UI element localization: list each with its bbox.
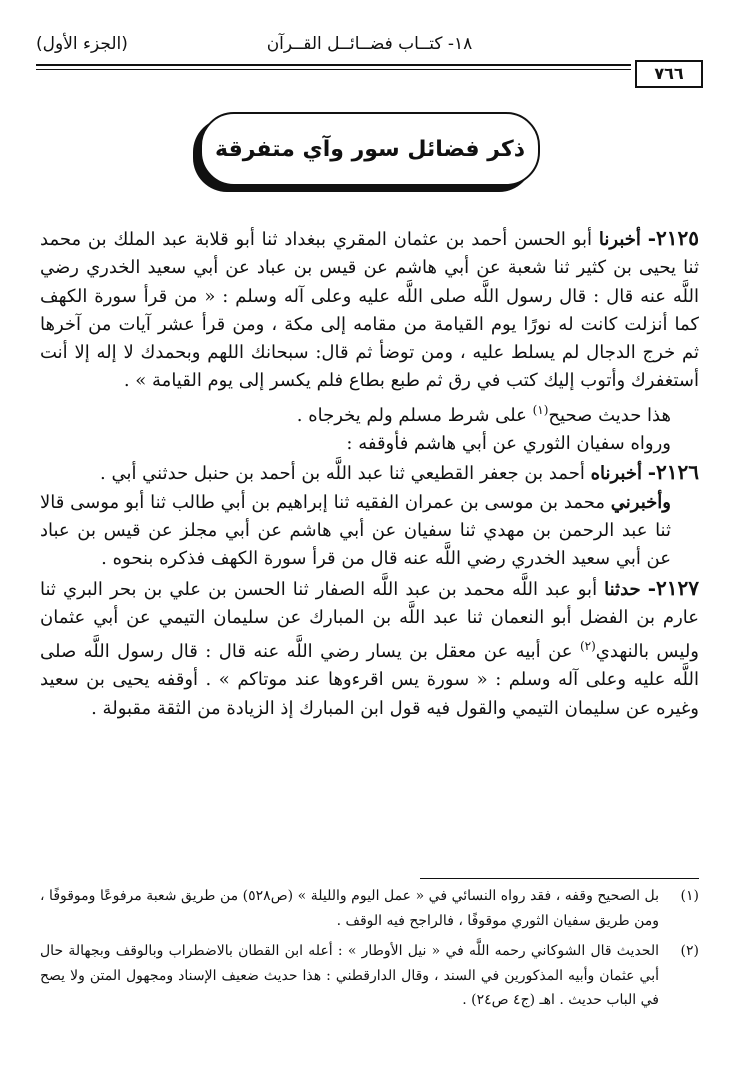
page-number: ٧٦٦ [635,60,703,88]
footnote-text: بل الصحيح وقفه ، فقد رواه النسائي في « عمل اليوم والليلة » (ص٥٢٨) من طريق شعبة مرفوعًا وموقوفًا ، ومن طريق سفيان الثوري موقوفًا ، فالراجح فيه الوقف . [40,888,659,929]
footnote-rule [420,878,699,879]
grading-text: هذا حديث صحيح [548,404,671,426]
footnote-ref[interactable]: (١) [532,402,549,417]
narration-note: ورواه سفيان الثوري عن أبي هاشم فأوقفه : [346,433,671,455]
header-rule [36,64,631,70]
hadith-text-end: عن أبيه عن معقل بن يسار رضي اللَّه عنه قال : قال رسول اللَّه صلى اللَّه عليه وعلى آله وسلم : « سورة يس اقرءوها عند موتاكم » . أوقفه يحيى بن سعيد وغيره عن سليمان التيمي والقول فيه قول ابن المبارك إذ الزيادة من الثقة مقبولة . [40,641,699,719]
hadith-2126 [40,458,699,488]
hadith-lead: أخبرناه [590,463,642,485]
main-text [40,224,699,723]
hadith-lead: أخبرنا [598,229,641,250]
chain-lead: وأخبرني [610,491,671,513]
chain-text: محمد بن موسى بن عمران الفقيه ثنا إبراهيم بن أبي طالب ثنا أبو موسى قالا ثنا عبد الرحمن بن مهدي ثنا سفيان عن أبي هاشم عن أبي مجلز عن قيس بن عباد عن أبي سعيد الخدري رضي اللَّه عنه قال من قرأ سورة الكهف فذكره بنحوه . [40,491,671,570]
footnote-2 [40,939,699,1013]
hadith-number: ٢١٢٧- [647,575,699,600]
hadith-text: أبو الحسن أحمد بن عثمان المقري ببغداد ثنا أبو قلابة عبد الملك بن محمد ثنا يحيى بن كثير ثنا شعبة عن أبي هاشم عن قيس بن عباد عن أبي سعيد الخدري رضي اللَّه عنه قال : قال رسول اللَّه صلى اللَّه عليه وعلى آله وسلم : « من قرأ سورة الكهف كما أنزلت كانت له نورًا يوم القيامة من مقامه إلى مكة ، ومن قرأ عشر آيات من آخرها ثم خرج الدجال لم يسلط عليه ، ومن توضأ ثم قال: سبحانك اللهم وبحمدك لا إله إلا أنت أستغفرك وأتوب إليك كتب في رق ثم طبع بطاع فلم يكسر إلى يوم القيامة » . [40,229,699,392]
footnote-number: (١) [680,888,699,904]
hadith-number: ٢١٢٦- [647,460,699,485]
volume-label: (الجزء الأول) [36,34,128,54]
hadith-2126-chain [40,489,699,574]
footnote-text: الحديث قال الشوكاني رحمه اللَّه في « نيل الأوطار » : أعله ابن القطان بالاضطراب وبالوقف وبجهالة حال أبي عثمان وأبيه المذكورين في السند ، وقال الدارقطني : هذا حديث ضعيف الإسناد ومجهول المتن ولا يصح في الباب حديث . اهـ (ج٤ ص٢٤) . [40,943,659,1008]
grading-text-end: على شرط مسلم ولم يخرجاه . [296,404,533,426]
footnote-ref[interactable]: (٢) [579,639,596,654]
hadith-text: أحمد بن جعفر القطيعي ثنا عبد اللَّه بن أحمد بن حنبل حدثني أبي . [100,463,585,485]
section-title: ذكر فضائل سور وآي متفرقة [215,136,525,162]
hadith-2125 [40,224,699,396]
footnote-1 [40,884,699,933]
hadith-number: ٢١٢٥- [647,226,699,250]
hadith-2127 [40,574,699,723]
footnotes [40,884,699,1019]
section-title-box [200,112,540,186]
chapter-title: ١٨- كتــاب فضــائــل القــرآن [266,34,473,54]
grading-note [40,396,699,430]
hadith-lead: حدثنا [604,578,641,600]
hadith-text: أبو عبد اللَّه محمد بن عبد اللَّه الصفار ثنا الحسن بن علي بن بحر البري ثنا عارم بن الفضل أبو النعمان ثنا عبد اللَّه بن المبارك عن سليمان التيمي عن أبي عثمان وليس بالنهدي [40,578,699,663]
running-head [36,34,703,60]
footnote-number: (٢) [680,943,699,959]
